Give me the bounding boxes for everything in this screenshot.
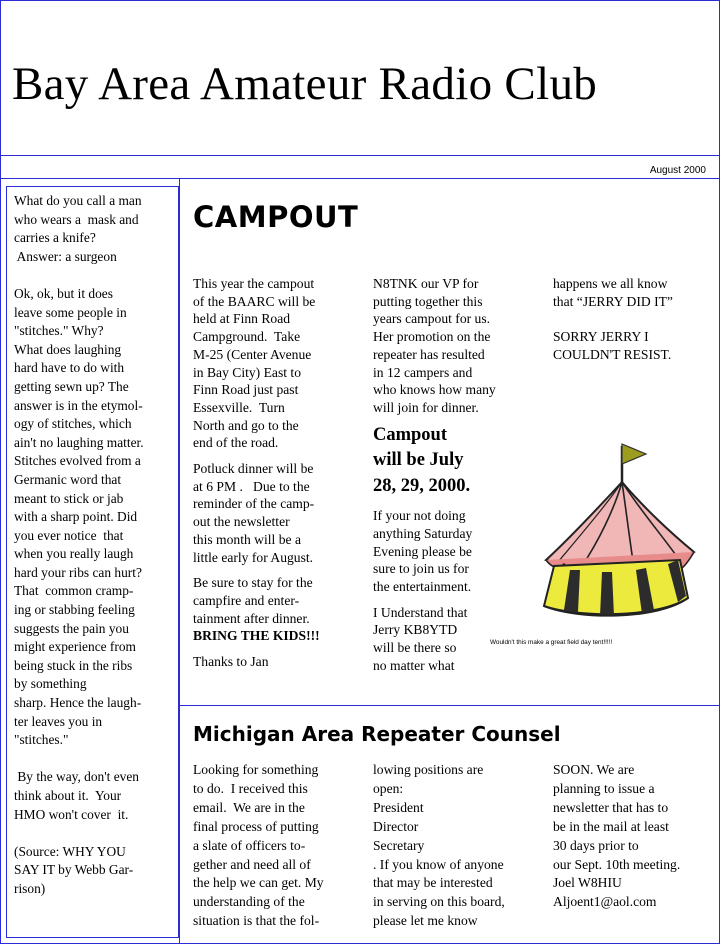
- campout-line: sure to join us for: [373, 561, 469, 577]
- sidebar-line: (Source: WHY YOU: [14, 843, 126, 859]
- campout-line: I Understand that: [373, 604, 468, 620]
- campout-line: at 6 PM . Due to the: [193, 478, 310, 494]
- repeater-line: final process of putting: [193, 818, 319, 834]
- campout-line: SORRY JERRY I: [553, 329, 649, 345]
- sidebar-line: suggests the pain you: [14, 620, 129, 636]
- repeater-line: planning to issue a: [553, 780, 655, 796]
- campout-line: end of the road.: [193, 435, 279, 451]
- sidebar-line: by something: [14, 676, 87, 692]
- sidebar-line: think about it. Your: [14, 788, 122, 803]
- campout-line: Essexville. Turn: [193, 399, 285, 415]
- campout-date-callout: will be July: [373, 450, 464, 471]
- repeater-line: Joel W8HIU: [553, 875, 622, 891]
- campout-line: the entertainment.: [373, 578, 472, 594]
- repeater-line: the help we can get. My: [193, 875, 324, 891]
- campout-line: years campout for us.: [373, 311, 491, 327]
- repeater-heading: Michigan Area Repeater Counsel: [193, 722, 561, 746]
- campout-line: held at Finn Road: [193, 311, 291, 327]
- sidebar-line: hard have to do with: [14, 360, 125, 376]
- campout-line: Thanks to Jan: [193, 654, 269, 670]
- campout-line: If your not doing: [373, 508, 466, 524]
- campout-date-callout: 28, 29, 2000.: [373, 475, 471, 496]
- repeater-line: SOON. We are: [553, 762, 635, 777]
- sidebar-line: ain't no laughing matter.: [14, 434, 144, 450]
- repeater-line: our Sept. 10th meeting.: [553, 856, 681, 872]
- section-rule: [180, 705, 720, 706]
- sidebar-line: Answer: a surgeon: [14, 248, 117, 264]
- campout-line: little early for August.: [193, 549, 314, 565]
- campout-line: M-25 (Center Avenue: [193, 346, 312, 362]
- bring-kids-text: BRING THE KIDS!!!: [193, 628, 320, 644]
- repeater-line: . If you know of anyone: [373, 856, 504, 872]
- sidebar-line: with a sharp point. Did: [14, 509, 138, 525]
- sidebar-line: "stitches.": [14, 732, 69, 748]
- sidebar-line: rison): [14, 880, 46, 896]
- campout-line: reminder of the camp-: [193, 496, 315, 512]
- campout-line: Campground. Take: [193, 329, 301, 345]
- sidebar-line: might experience from: [14, 639, 136, 655]
- repeater-line: newsletter that has to: [553, 799, 669, 815]
- repeater-line: open:: [373, 780, 404, 796]
- sidebar-line: By the way, don't even: [14, 769, 140, 785]
- campout-line: out the newsletter: [193, 514, 290, 530]
- sidebar-line: HMO won't cover it.: [14, 806, 129, 822]
- sidebar-line: Stitches evolved from a: [14, 453, 141, 469]
- circus-tent-illustration: [518, 438, 698, 638]
- repeater-column-3: [553, 761, 680, 912]
- campout-line: of the BAARC will be: [193, 293, 316, 309]
- repeater-line: to do. I received this: [193, 780, 308, 796]
- sidebar-line: when you really laugh: [14, 546, 134, 562]
- sidebar-line: getting sewn up? The: [14, 378, 129, 394]
- campout-line: Jerry KB8YTD: [373, 622, 458, 638]
- sidebar-line: you ever notice that: [14, 527, 124, 543]
- contact-email[interactable]: Aljoent1@aol.com: [553, 894, 657, 910]
- repeater-line: Looking for something: [193, 762, 319, 777]
- campout-line: in Bay City) East to: [193, 364, 301, 380]
- repeater-line: a slate of officers to-: [193, 837, 306, 853]
- campout-line: putting together this: [373, 293, 483, 309]
- repeater-line: please let me know: [373, 913, 478, 929]
- sidebar-line: who wears a mask and: [14, 211, 139, 227]
- sidebar-line: SAY IT by Webb Gar-: [14, 862, 134, 878]
- masthead-title: Bay Area Amateur Radio Club: [12, 58, 598, 110]
- masthead-rule: [0, 155, 720, 156]
- sidebar-line: carries a knife?: [14, 230, 96, 246]
- repeater-line: 30 days prior to: [553, 837, 639, 853]
- campout-line: repeater has resulted: [373, 346, 485, 362]
- sidebar-line: leave some people in: [14, 304, 127, 320]
- sidebar-line: being stuck in the ribs: [14, 657, 133, 673]
- campout-line: North and go to the: [193, 417, 299, 433]
- campout-line: who knows how many: [373, 382, 496, 398]
- campout-date-callout: Campout: [373, 424, 448, 445]
- campout-line: This year the campout: [193, 276, 315, 291]
- column-divider: [179, 179, 180, 944]
- repeater-line: that may be interested: [373, 875, 493, 891]
- campout-line: Her promotion on the: [373, 329, 491, 345]
- repeater-line: situation is that the fol-: [193, 913, 320, 929]
- campout-line: anything Saturday: [373, 525, 473, 541]
- sidebar-line: ogy of stitches, which: [14, 416, 132, 432]
- sidebar-line: Ok, ok, but it does: [14, 285, 113, 301]
- campout-line: campfire and enter-: [193, 592, 300, 608]
- campout-heading: CAMPOUT: [193, 200, 359, 234]
- campout-line: in 12 campers and: [373, 364, 473, 380]
- campout-line: N8TNK our VP for: [373, 276, 479, 291]
- repeater-line: Secretary: [373, 837, 425, 853]
- campout-column-2: [373, 275, 496, 674]
- campout-line: tainment after dinner.: [193, 610, 310, 626]
- sidebar-line: sharp. Hence the laugh-: [14, 695, 142, 711]
- sidebar-line: ter leaves you in: [14, 713, 103, 729]
- campout-line: Potluck dinner will be: [193, 461, 314, 477]
- sidebar-line: What do you call a man: [14, 193, 142, 208]
- campout-line: happens we all know: [553, 276, 668, 291]
- sidebar-line: hard your ribs can hurt?: [14, 564, 142, 580]
- repeater-line: Director: [373, 818, 419, 834]
- repeater-line: gether and need all of: [193, 856, 311, 872]
- campout-line: this month will be a: [193, 531, 301, 547]
- date-rule: [0, 178, 720, 179]
- tent-caption: Wouldn't this make a great field day tent!!!!!: [490, 639, 613, 646]
- repeater-line: lowing positions are: [373, 762, 484, 777]
- repeater-column-2: [373, 761, 505, 931]
- repeater-line: President: [373, 799, 424, 815]
- repeater-line: in serving on this board,: [373, 894, 505, 910]
- campout-line: Evening please be: [373, 543, 472, 559]
- campout-column-3: [553, 275, 673, 364]
- campout-line: Finn Road just past: [193, 382, 299, 398]
- sidebar-text: [14, 192, 144, 899]
- issue-date: August 2000: [649, 165, 706, 176]
- repeater-line: be in the mail at least: [553, 818, 669, 834]
- sidebar-line: meant to stick or jab: [14, 490, 124, 506]
- sidebar-line: Germanic word that: [14, 471, 122, 487]
- sidebar-line: answer is in the etymol-: [14, 397, 143, 413]
- sidebar-line: That common cramp-: [14, 583, 134, 599]
- campout-line: Be sure to stay for the: [193, 575, 313, 591]
- campout-line: no matter what: [373, 657, 455, 673]
- campout-column-1: [193, 275, 320, 671]
- campout-line: will join for dinner.: [373, 399, 479, 415]
- campout-line: that “JERRY DID IT”: [553, 293, 673, 309]
- sidebar-line: ing or stabbing feeling: [14, 602, 135, 618]
- campout-line: COULDN'T RESIST.: [553, 346, 672, 362]
- repeater-column-1: [193, 761, 324, 931]
- sidebar-line: What does laughing: [14, 341, 122, 357]
- repeater-line: email. We are in the: [193, 799, 305, 815]
- campout-line: will be there so: [373, 640, 457, 656]
- sidebar-line: "stitches." Why?: [14, 323, 104, 339]
- repeater-line: understanding of the: [193, 894, 305, 910]
